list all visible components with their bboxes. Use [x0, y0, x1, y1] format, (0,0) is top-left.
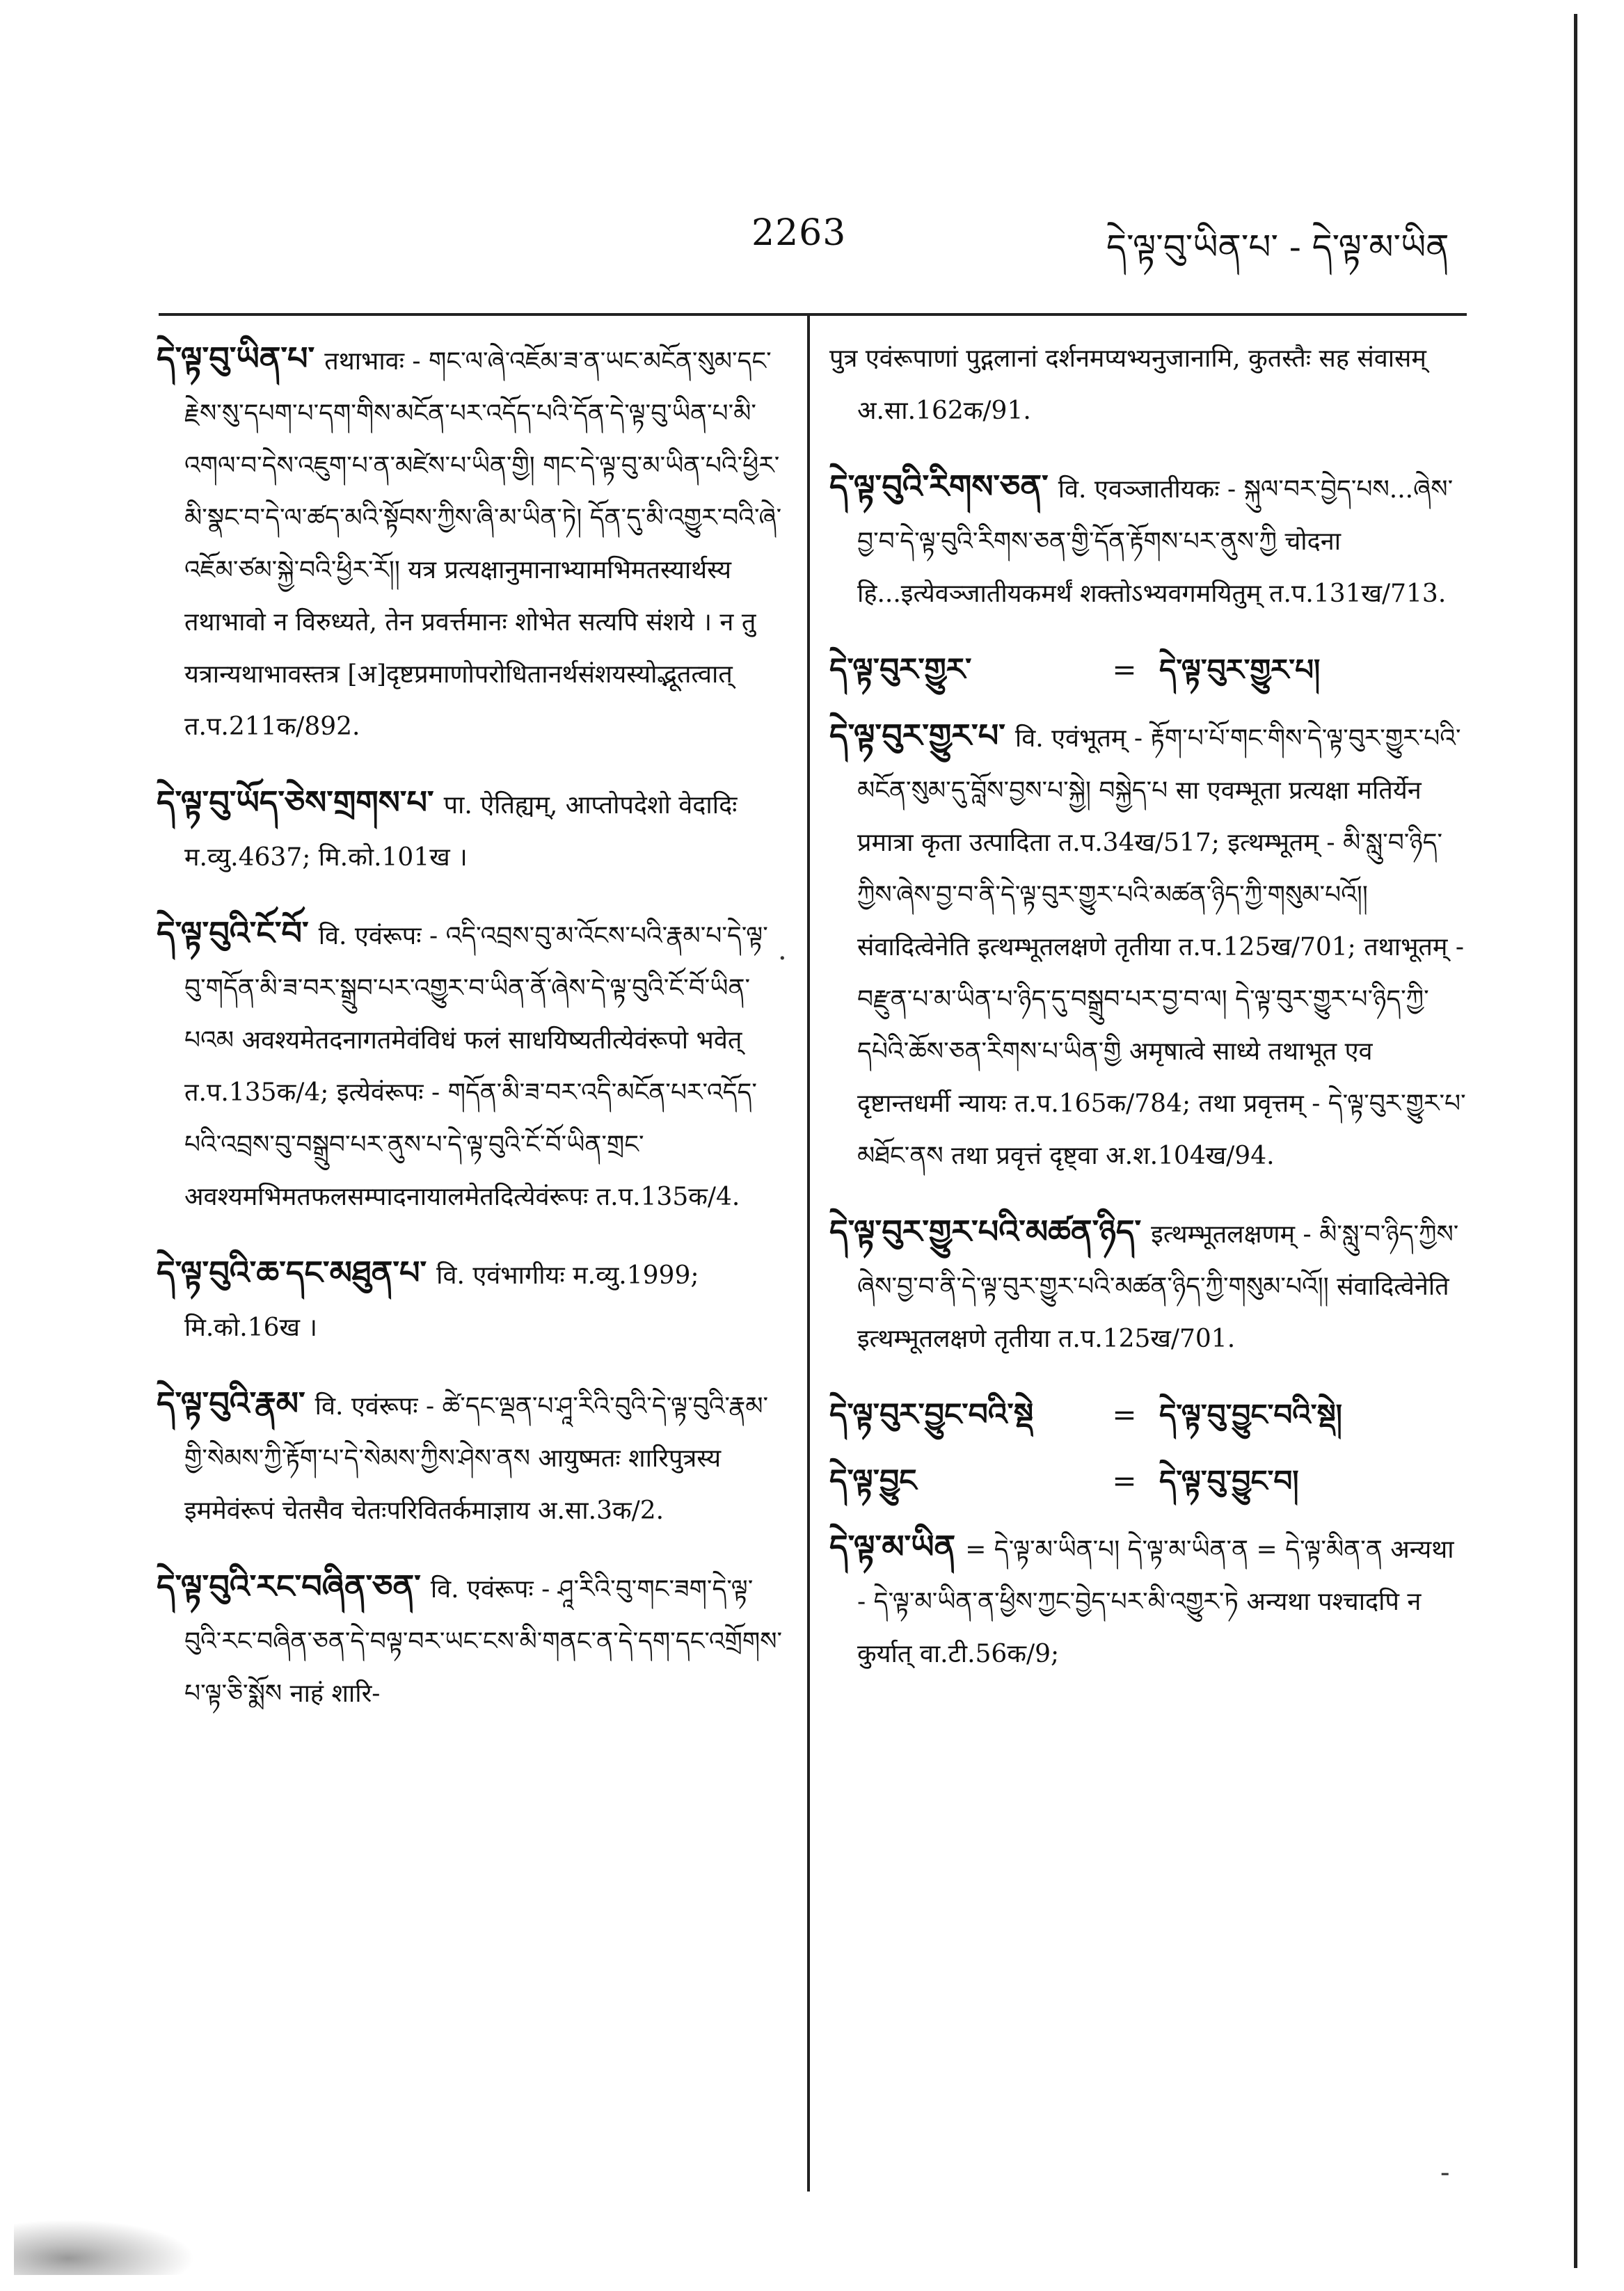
- entry-headword: དེ་ལྟ་བྱུང: [829, 1463, 917, 1499]
- dictionary-entry: [157, 333, 786, 753]
- dictionary-entry: [157, 776, 786, 884]
- dictionary-entry: [829, 710, 1466, 1182]
- dictionary-entry: [829, 333, 1466, 437]
- margin-mark: -: [1440, 2157, 1450, 2189]
- equals-sign: =: [1112, 1464, 1137, 1498]
- entry-headword: དེ་ལྟ་བུར་བྱུང་བའི་སྡེ: [829, 1397, 1034, 1432]
- entry-definition: वि. एवंरूपः - ཤཱ་རིའི་བུ་གང་ཟག་དེ་ལྟ་བུའི་རང་བཞིན་ཅན་དེ་བལྟ་བར་ཡང་ངས་མི་གནང་ན་དེ་དག་དང་འགྲོགས་པ་ལྟ་ཅི་སྨོས नाहं शारि-: [184, 1575, 783, 1708]
- running-head: དེ་ལྟ་བུ་ཡིན་པ་ - དེ་ལྟ་མ་ཡིན: [1106, 227, 1449, 267]
- header-rule: [159, 313, 1467, 316]
- entry-definition: पा. ऐतिह्यम्, आप्तोपदेशो वेदादिः म.व्यु.4637; मि.को.101ख ।: [184, 791, 738, 872]
- dictionary-entry: [157, 1247, 786, 1354]
- entry-definition: तथाभावः - གང་ལ་ཞེ་འཇོམ་ཟ་ན་ཡང་མངོན་སུམ་དང་རྗེས་སུ་དཔག་པ་དག་གིས་མངོན་པར་འདོད་པའི་དོན་དེ་ལྟ་བུ་ཡིན་པ་མི་འགལ་བ་དེས་འཇུག་པ་ན་མཛེས་པ་ཡིན་གྱི། གང་དེ་ལྟ་བུ་མ་ཡིན་པའི་ཕྱིར་མི་སྣང་བ་དེ་ལ་ཚད་མའི་སྟོབས་ཀྱིས་ཞི་མ་ཡིན་ཏེ། དོན་དུ་མི་འགྱུར་བའི་ཞེ་འཇོམ་ཙམ་སྐྱེ་བའི་ཕྱིར་རོ།། यत्र प्रत्यक्षानुमानाभ्यामभिमतस्यार्थस्य तथाभावो न विरुध्यते, तेन प्रवर्त्तमानः शोभेत सत्यपि संशये । न तु यत्रान्यथाभावस्तत्र [अ]दृष्टप्रमाणोपरोधितानर्थसंशयस्योद्भूतत्वात् त.प.211क/892.: [184, 347, 782, 741]
- column-divider: [807, 313, 810, 2192]
- entry-definition: वि. एवञ्जातीयकः - སྐུལ་བར་བྱེད་པས...ཞེས་བྱ་བ་དེ་ལྟ་བུའི་རིགས་ཅན་གྱི་དོན་རྟོགས་པར་ནུས་ཀྱི चोदना हि...इत्येवञ्जातीयकमर्थं शक्तोऽभ्यवगमयितुम् त.प.131ख/713.: [857, 475, 1454, 608]
- cross-reference-target: དེ་ལྟ་བུ་བྱུང་བ།: [1159, 1464, 1299, 1498]
- dictionary-entry: [829, 461, 1466, 620]
- cross-reference-target: དེ་ལྟ་བུ་བྱུང་བའི་སྡེ།: [1159, 1398, 1343, 1432]
- cross-reference-entry: [829, 1455, 1466, 1507]
- dictionary-entry: [157, 1560, 786, 1720]
- entry-headword: དེ་ལྟ་བུར་གྱུར་པ་: [829, 717, 1005, 754]
- entry-definition: = དེ་ལྟ་མ་ཡིན་པ། དེ་ལྟ་མ་ཡིན་ན = དེ་ལྟ་མིན་ན अन्यथा - དེ་ལྟ་མ་ཡིན་ན་ཕྱིས་ཀྱང་བྱེད་པར་མི་འགྱུར་ཏེ अन्यथा पश्चादपि न कुर्यात् वा.टी.56क/9;: [857, 1535, 1454, 1668]
- entry-definition: वि. एवंरूपः - ཚེ་དང་ལྡན་པ་ཤཱ་རིའི་བུའི་དེ་ལྟ་བུའི་རྣམ་གྱི་སེམས་ཀྱི་རྟོག་པ་དེ་སེམས་ཀྱིས་ཤེས་ནས आयुष्मतः शारिपुत्रस्य इममेवंरूपं चेतसैव चेतःपरिवितर्कमाज्ञाय अ.सा.3क/2.: [184, 1392, 769, 1525]
- entry-definition: वि. एवंभागीयः म.व्यु.1999; मि.को.16ख ।: [184, 1261, 699, 1342]
- cross-reference-target: དེ་ལྟ་བུར་གྱུར་པ།: [1159, 653, 1321, 687]
- entry-definition: वि. एवंभूतम् - རྟོག་པ་པོ་གང་གིས་དེ་ལྟ་བུར་གྱུར་པའི་མངོན་སུམ་དུ་བློས་བྱས་པ་སྐྱེ། བསྐྱེད་པ सा एवम्भूता प्रत्यक्षा मतिर्येन प्रमात्रा कृता उत्पादिता त.प.34ख/517; इत्थम्भूतम् - མི་སླུ་བ་ཉིད་ཀྱིས་ཞེས་བྱ་བ་ནི་དེ་ལྟ་བུར་གྱུར་པའི་མཚན་ཉིད་ཀྱི་གསུམ་པའོ།། संवादित्वेनेति इत्थम्भूतलक्षणे तृतीया त.प.125ख/701; तथाभूतम् - བརྫུན་པ་མ་ཡིན་པ་ཉིད་དུ་བསྒྲུབ་པར་བྱ་བ་ལ། དེ་ལྟ་བུར་གྱུར་པ་ཉིད་ཀྱི་དཔེའི་ཆོས་ཅན་རིགས་པ་ཡིན་གྱི अमृषात्वे साध्ये तथाभूत एव दृष्टान्तधर्मी न्यायः त.प.165क/784; तथा प्रवृत्तम् - དེ་ལྟ་བུར་གྱུར་པ་མཐོང་ནས तथा प्रवृत्तं दृष्ट्वा अ.श.104ख/94.: [857, 724, 1466, 1170]
- entry-headword: དེ་ལྟ་བུར་གྱུར་: [829, 652, 972, 687]
- dictionary-entry: [829, 1206, 1466, 1365]
- entry-headword: དེ་ལྟ་བུའི་ངོ་བོ་: [157, 914, 309, 952]
- cross-reference-entry: [829, 1389, 1466, 1441]
- entry-definition: वि. एवंरूपः - འདི་འབྲས་བུ་མ་འོངས་པའི་རྣམ་པ་དེ་ལྟ་བུ་གདོན་མི་ཟ་བར་སྒྲུབ་པར་འགྱུར་བ་ཡིན་ནོ་ཞེས་དེ་ལྟ་བུའི་ངོ་བོ་ཡིན་པའམ अवश्यमेतदनागतमेवंविधं फलं साधयिष्यतीत्येवंरूपो भवेत् त.प.135क/4; इत्येवंरूपः - གདོན་མི་ཟ་བར་འདི་མངོན་པར་འདོད་པའི་འབྲས་བུ་བསྒྲུབ་པར་ནུས་པ་དེ་ལྟ་བུའི་ངོ་བོ་ཡིན་གྲང་ अवश्यमभिमतफलसम्पादनायालमेतदित्येवंरूपः त.प.135क/4.: [184, 922, 768, 1211]
- entry-headword: དེ་ལྟ་བུའི་རྣམ་: [157, 1384, 305, 1422]
- page-number: 2263: [751, 212, 847, 254]
- entry-headword: དེ་ལྟ་བུར་གྱུར་པའི་མཚན་ཉིད་: [829, 1213, 1142, 1250]
- entry-definition: पुत्र एवंरूपाणां पुद्गलानां दर्शनमप्यभ्यनुजानामि, कुतस्तैः सह संवासम् अ.सा.162क/91.: [829, 344, 1426, 425]
- entry-definition: इत्थम्भूतलक्षणम् - མི་སླུ་བ་ཉིད་ཀྱིས་ཞེས་བྱ་བ་ནི་དེ་ལྟ་བུར་གྱུར་པའི་མཚན་ཉིད་ཀྱི་གསུམ་པའོ།། संवादित्वेनेति इत्थम्भूतलक्षणे तृतीया त.प.125ख/701.: [857, 1220, 1459, 1353]
- margin-mark: ·: [778, 943, 787, 975]
- equals-sign: =: [1112, 653, 1137, 687]
- entry-headword: དེ་ལྟ་བུའི་རིགས་ཅན་: [829, 468, 1049, 505]
- right-column: [829, 333, 1466, 1704]
- entry-headword: དེ་ལྟ་མ་ཡིན: [829, 1528, 956, 1565]
- equals-sign: =: [1112, 1398, 1137, 1432]
- dictionary-entry: [829, 1521, 1466, 1680]
- entry-headword: དེ་ལྟ་བུ་ཡོད་ཅེས་གྲགས་པ་: [157, 783, 434, 821]
- dictionary-entry: [157, 1378, 786, 1537]
- entry-headword: དེ་ལྟ་བུའི་རང་བཞིན་ཅན་: [157, 1567, 421, 1605]
- scan-smudge: [14, 2219, 195, 2275]
- dictionary-entry: [157, 907, 786, 1223]
- cross-reference-entry: [829, 644, 1466, 696]
- entry-headword: དེ་ལྟ་བུའི་ཆ་དང་མཐུན་པ་: [157, 1254, 427, 1291]
- left-column: [157, 333, 786, 1743]
- entry-headword: དེ་ལྟ་བུ་ཡིན་པ་: [157, 340, 315, 377]
- right-edge-rule: [1574, 14, 1577, 2268]
